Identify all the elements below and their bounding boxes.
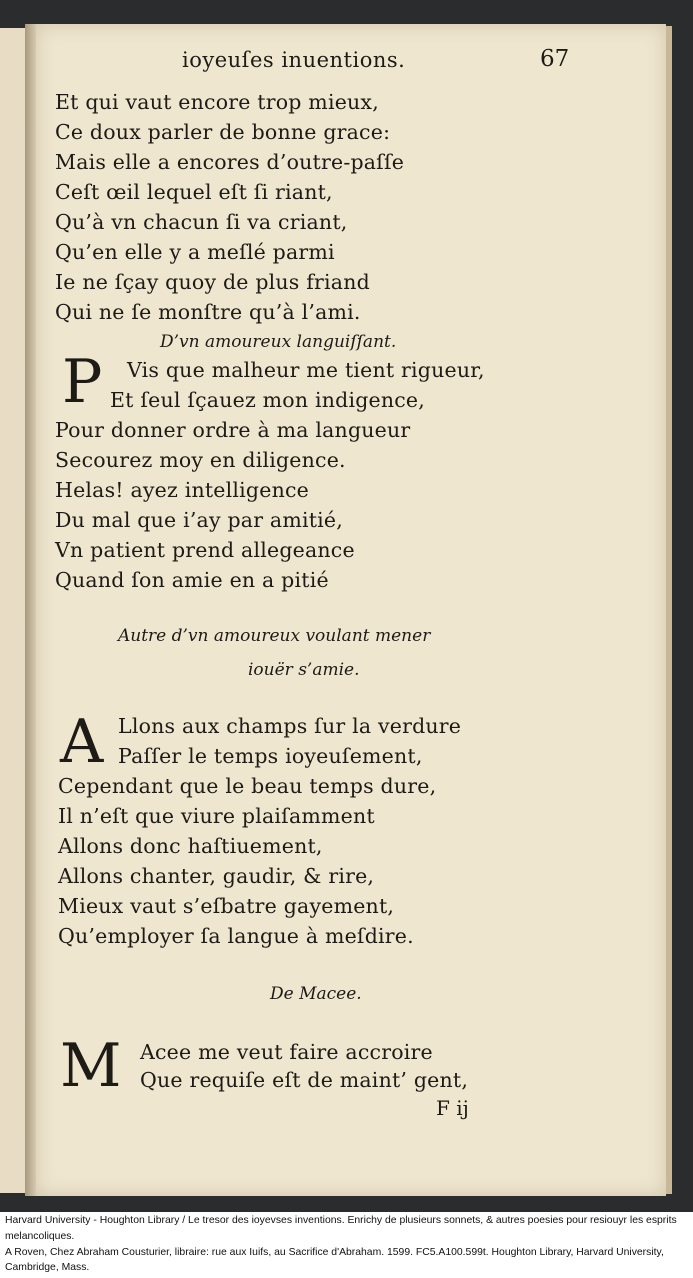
poem-line: Qui ne ſe monſtre qu’à l’ami. [55, 300, 361, 324]
page-number: 67 [540, 46, 570, 72]
poem-title: Autre d’vn amoureux voulant mener [118, 626, 431, 646]
poem-line: Du mal que i’ay par amitié, [55, 508, 343, 532]
caption-line: Harvard University - Houghton Library / Le tresor des ioyevses inventions. Enrichy de plusieurs sonnets, & autres poesies pour resiouyr les esprits melancoliques. [5, 1215, 677, 1242]
poem-line: Et ſeul ſçauez mon indigence, [110, 388, 425, 412]
poem-line: Vn patient prend allegeance [55, 538, 355, 562]
drop-cap: P [62, 347, 103, 417]
poem-line: Et qui vaut encore trop mieux, [55, 90, 379, 114]
poem-line: Quand ſon amie en a pitié [55, 568, 329, 592]
poem-line: Llons aux champs ſur la verdure [118, 714, 462, 738]
page-edge [666, 26, 672, 1194]
poem-line: Paſſer le temps ioyeuſement, [118, 744, 423, 768]
poem-line: Secourez moy en diligence. [55, 448, 346, 472]
poem-line: Cependant que le beau temps dure, [58, 774, 437, 798]
poem-title: D’vn amoureux languiſſant. [160, 332, 397, 352]
facing-page-edge [0, 28, 27, 1193]
poem-line: Ie ne ſçay quoy de plus friand [55, 270, 370, 294]
signature-mark: F ij [436, 1096, 469, 1120]
caption-line: A Roven, Chez Abraham Cousturier, libraire: rue aux Iuifs, au Sacrifice d'Abraham. 1599. FC5.A100.599t. Houghton Library, Harvard University, Cambridge, Mass. [5, 1246, 664, 1274]
poem-line: Que requiſe eſt de maint’ gent, [140, 1068, 469, 1092]
poem-line: Mieux vaut s’eſbatre gayement, [58, 894, 395, 918]
drop-cap: M [60, 1031, 122, 1101]
poem-line: Qu’à vn chacun ſi va criant, [55, 210, 348, 234]
poem-line: Mais elle a encores d’outre-paſſe [55, 150, 405, 174]
image-caption [5, 1213, 689, 1276]
poem-line: Allons donc haſtiuement, [58, 834, 323, 858]
running-head: ioyeuſes inuentions. [182, 48, 406, 72]
poem-line: Pour donner ordre à ma langueur [55, 418, 411, 442]
poem-line: Acee me veut faire accroire [140, 1040, 433, 1064]
poem-line: Qu’en elle y a meſlé parmi [55, 240, 335, 264]
poem-line: Helas! ayez intelligence [55, 478, 309, 502]
poem-line: Ceſt œil lequel eſt ſi riant, [55, 180, 333, 204]
poem-line: Qu’employer ſa langue à meſdire. [58, 924, 414, 948]
poem-line: Il n’eſt que viure plaiſamment [58, 804, 375, 828]
poem-title: De Macee. [270, 984, 362, 1004]
poem-line: Ce doux parler de bonne grace: [55, 120, 391, 144]
poem-line: Vis que malheur me tient rigueur, [127, 358, 485, 382]
poem-title: iouër s’amie. [248, 660, 360, 680]
drop-cap: A [60, 707, 104, 777]
poem-line: Allons chanter, gaudir, & rire, [58, 864, 375, 888]
